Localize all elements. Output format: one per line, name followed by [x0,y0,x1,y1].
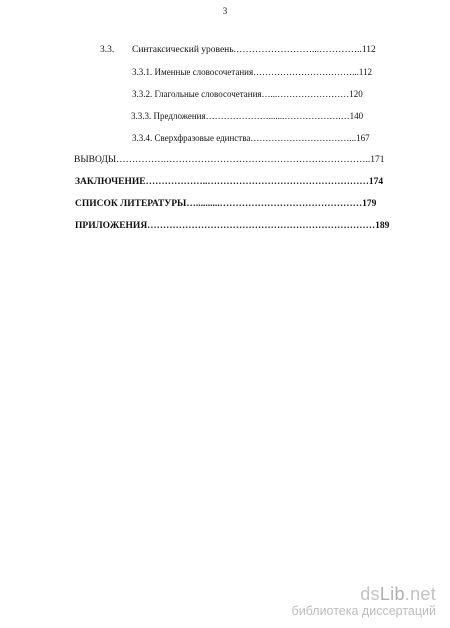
toc-item-3-3-4: 3.3.4. Сверхфразовые единства……………………………...167 [132,133,370,143]
toc-item-literatura: СПИСОК ЛИТЕРАТУРЫ…..........………………………………………179 [75,199,377,209]
toc-item-conclusions: ВЫВОДЫ…………….………………………………………………………..171 [74,155,385,165]
page-number: 3 [222,6,228,16]
dslib-subtitle: библиотека диссертаций [291,604,436,618]
toc-item-prilozheniya: ПРИЛОЖЕНИЯ………………………………………………………………189 [75,221,390,231]
dslib-watermark [292,584,436,618]
toc-item-3-3-1: 3.3.1. Именные словосочетания……………………………...112 [132,67,373,77]
toc-item-3-3: Синтаксический уровень.……………………...…………..112 [132,45,376,55]
toc-item-3-3-3: 3.3.3. Предложения………………….......……………….…140 [131,111,364,121]
toc-item-3-3-2: 3.3.2. Глагольные словосочетания…...……………………120 [132,89,363,99]
dslib-logo: dsLib.net [360,584,436,604]
toc-item-zaklyuchenie: ЗАКЛЮЧЕНИЕ………………..……………………………………………174 [75,177,384,187]
toc-item-3-3-number: 3.3. [100,45,115,55]
